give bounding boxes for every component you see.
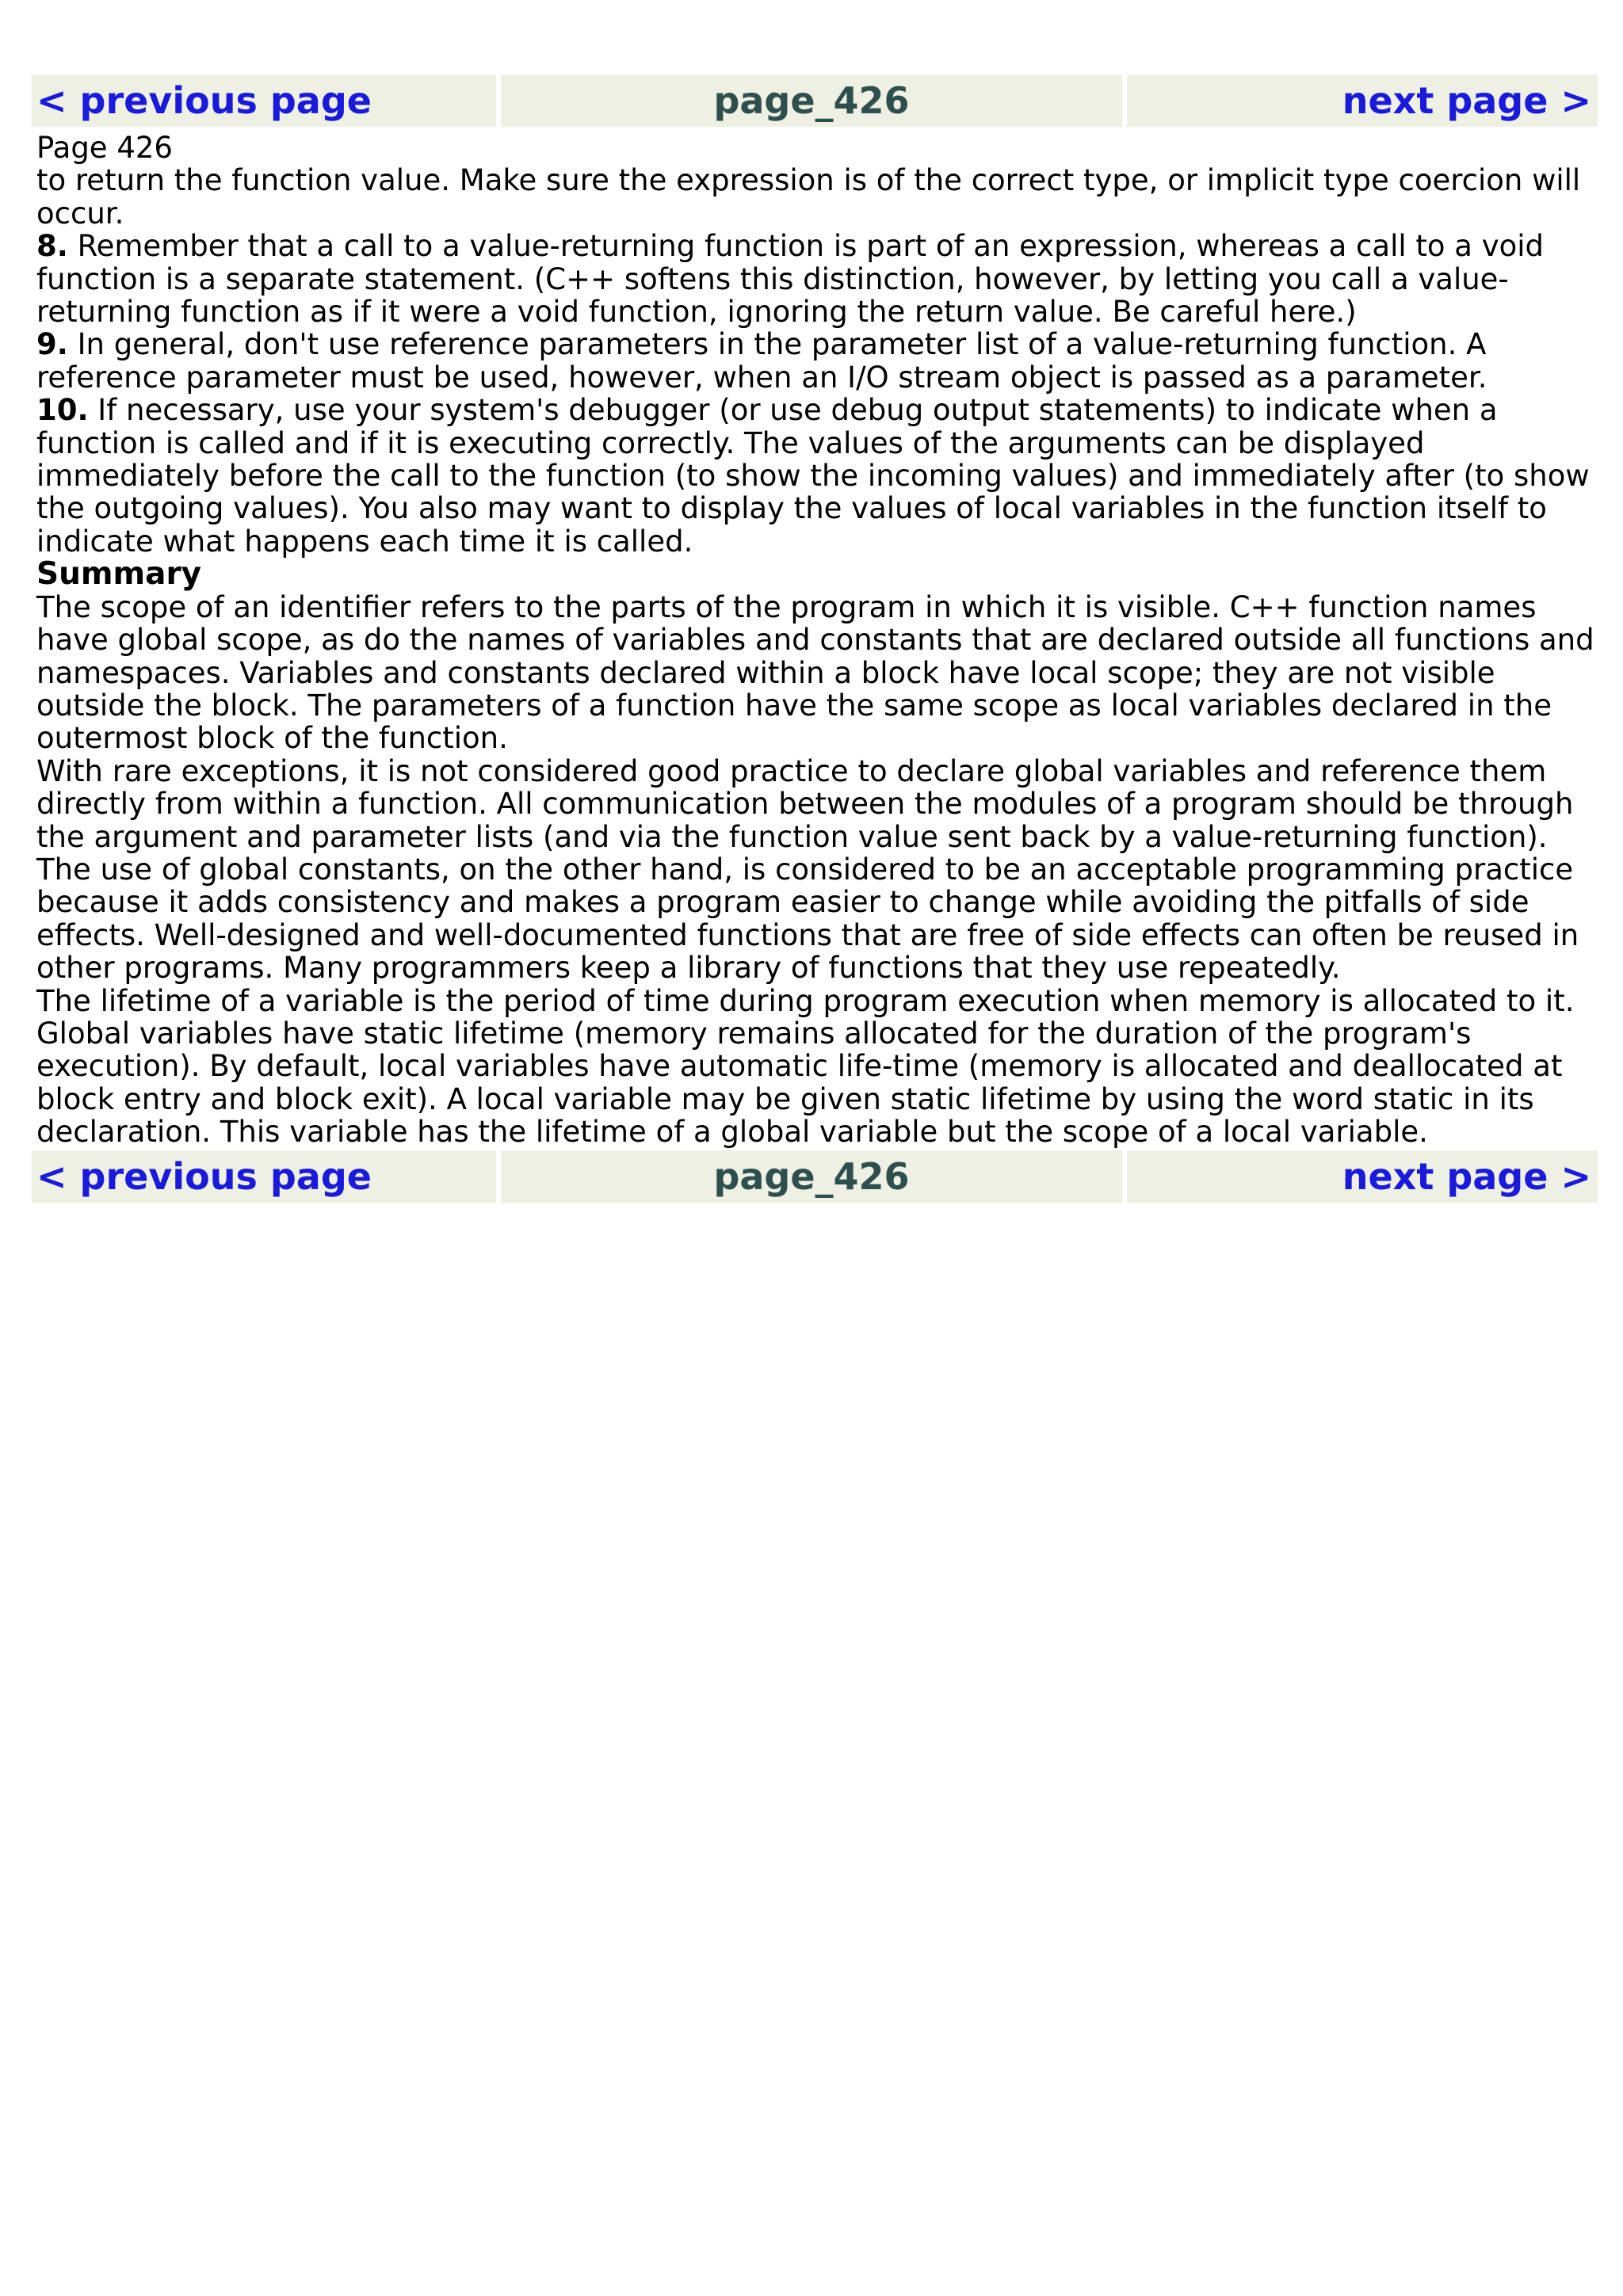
item-text: In general, don't use reference parameters in the parameter list of a value-returning function. A reference parameter must be used, however, when an I/O stream object is passed as a parameter. [36, 327, 1487, 395]
item-number: 9. [36, 327, 68, 362]
previous-page-link[interactable]: < previous page [32, 1150, 496, 1203]
summary-heading: Summary [36, 556, 202, 593]
page-content [32, 127, 1596, 1150]
list-item-9 [36, 328, 1596, 394]
bottom-nav-bar [32, 1150, 1598, 1203]
item-text: If necessary, use your system's debugger (or use debug output statements) to indicate when a function is called and if it is executing correctly. The values of the arguments can be displayed immediately before the call to the function (to show the incoming values) and immediately after (to show the outgoing values). You also may want to display the values of local variables in the function itself to indicate what happens each time it is called. [36, 393, 1590, 559]
next-page-link[interactable]: next page > [1127, 1150, 1598, 1203]
item-number: 10. [36, 393, 89, 428]
page-number: Page 426 [36, 131, 173, 165]
summary-paragraph-lifetime: The lifetime of a variable is the period of time during program execution when memory is allocated to it. Global variables have static lifetime (memory remains allocated for the duration of the program's execution). By default, local variables have automatic life-time (memory is allocated and deallocated at block entry and block exit). A local variable may be given static lifetime by using the word static in its declaration. This variable has the lifetime of a global variable but the scope of a local variable. [36, 983, 1575, 1150]
previous-page-link[interactable]: < previous page [32, 74, 496, 127]
intro-paragraph: to return the function value. Make sure the expression is of the correct type, or implicit type coercion will occur. [36, 163, 1581, 231]
summary-paragraph-globals: With rare exceptions, it is not considered good practice to declare global variables and reference them directly from within a function. All communication between the modules of a program should be through the argument and parameter lists (and via the function value sent back by a value-returning function). The use of global constants, on the other hand, is considered to be an acceptable programming practice because it adds consistency and makes a program easier to change while avoiding the pitfalls of side effects. Well-designed and well-documented functions that are free of side effects can often be reused in other programs. Many programmers keep a library of functions that they use repeatedly. [36, 753, 1579, 986]
top-nav-bar [32, 74, 1598, 127]
item-text: Remember that a call to a value-returning function is part of an expression, whereas a call to a void function is a separate statement. (C++ softens this distinction, however, by letting you call a value-returning function as if it were a void function, ignoring the return value. Be careful here.) [36, 229, 1545, 330]
item-number: 8. [36, 229, 68, 264]
page-title: page_426 [501, 74, 1122, 127]
summary-paragraph-scope: The scope of an identifier refers to the parts of the program in which it is visible. C++ function names have global scope, as do the names of variables and constants that are declared outside all functions and namespaces. Variables and constants declared within a block have local scope; they are not visible outside the block. The parameters of a function have the same scope as local variables declared in the outermost block of the function. [36, 589, 1594, 756]
page-title: page_426 [501, 1150, 1122, 1203]
page-container [32, 74, 1598, 1203]
next-page-link[interactable]: next page > [1127, 74, 1598, 127]
list-item-8 [36, 230, 1596, 328]
list-item-10 [36, 394, 1596, 558]
